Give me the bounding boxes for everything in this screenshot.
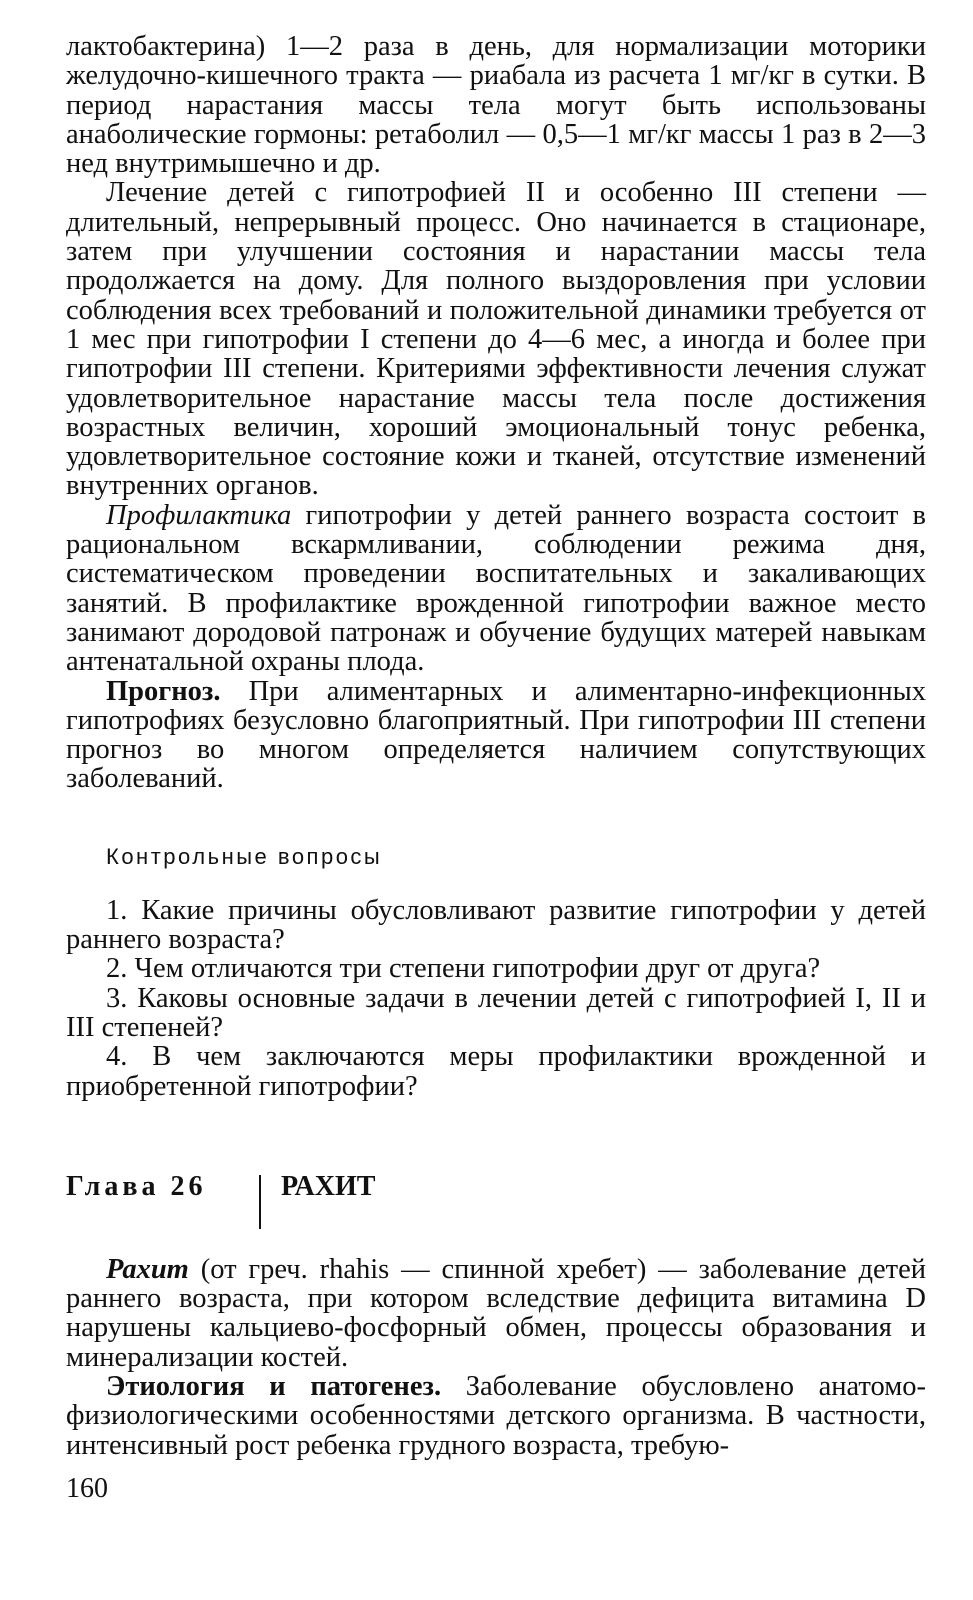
chapter-title: РАХИТ: [281, 1170, 376, 1202]
rickets-text: (от греч. rhahis — спинной хребет) — заболевание детей раннего возраста, при котором вследствие дефицита витамина D нарушены кальциево-фосфорный обмен, процессы образования и минерализации костей.: [66, 1253, 926, 1373]
prognosis-text: При алиментарных и алиментарно-инфекционных гипотрофиях безусловно благоприятный. При гипотрофии III степени прогноз во многом определяется наличием сопутствующих заболеваний.: [66, 675, 926, 795]
prophylaxis-text: гипотрофии у детей раннего возраста состоит в рациональном вскармливании, соблюдении режима дня, систематическом проведении воспитательных и закаливающих занятий. В профилактике врожденной гипотрофии важное место занимают дородовой патронаж и обучение будущих матерей навыкам антенатальной охраны плода.: [66, 499, 926, 678]
prognosis-lead: Прогноз.: [106, 675, 221, 707]
etiology-text: Заболевание обусловлено анатомо-физиологическими особенностями детского организма. В частности, интенсивный рост ребенка грудного возраста, требую-: [66, 1370, 926, 1461]
question-item: 4. В чем заключаются меры профилактики врожденной и приобретенной гипотрофии?: [66, 1041, 926, 1102]
question-item: 3. Каковы основные задачи в лечении детей с гипотрофией I, II и III степеней?: [66, 982, 926, 1043]
paragraph-rickets-definition: [66, 1255, 926, 1372]
chapter-divider: [259, 1175, 261, 1229]
paragraph-treatment: Лечение детей с гипотрофией II и особенно III степени — длительный, непрерывный процесс. Оно начинается в стационаре, затем при улучшении состояния и нарастании массы тела продолжается на дому. Для полного выздоровления при условии соблюдения всех требований и положительной динамики требуется от 1 мес при гипотрофии I степени до 4—6 мес, а иногда и более при гипотрофии III степени. Критериями эффективности лечения служат удовлетворительное нарастание массы тела после достижения возрастных величин, хороший эмоциональный тонус ребенка, удовлетворительное состояние кожи и тканей, отсутствие изменений внутренних органов.: [66, 177, 926, 502]
etiology-lead: Этиология и патогенез.: [106, 1370, 442, 1402]
page-body: [66, 32, 926, 1460]
paragraph-etiology: [66, 1372, 926, 1460]
questions-heading: Контрольные вопросы: [106, 843, 383, 869]
paragraph-lactobacterin: лактобактерина) 1—2 раза в день, для нормализации моторики желудочно-кишечного тракта — риабала из расчета 1 мг/кг в сутки. В период нарастания массы тела могут быть использованы анаболические гормоны: ретаболил — 0,5—1 мг/кг массы 1 раз в 2—3 нед внутримышечно и др.: [66, 31, 926, 180]
question-item: 1. Какие причины обусловливают развитие гипотрофии у детей раннего возраста?: [66, 894, 926, 956]
question-item: 2. Чем отличаются три степени гипотрофии друг от друга?: [106, 953, 821, 985]
page-number: 160: [66, 1473, 108, 1504]
paragraph-prognosis: [66, 677, 926, 794]
questions-list: [66, 896, 926, 1101]
chapter-label: Глава 26: [66, 1170, 207, 1202]
rickets-lead: Рахит: [106, 1253, 189, 1285]
chapter-header: [66, 1171, 926, 1231]
prophylaxis-lead: Профилактика: [106, 499, 292, 531]
paragraph-prophylaxis: [66, 501, 926, 677]
